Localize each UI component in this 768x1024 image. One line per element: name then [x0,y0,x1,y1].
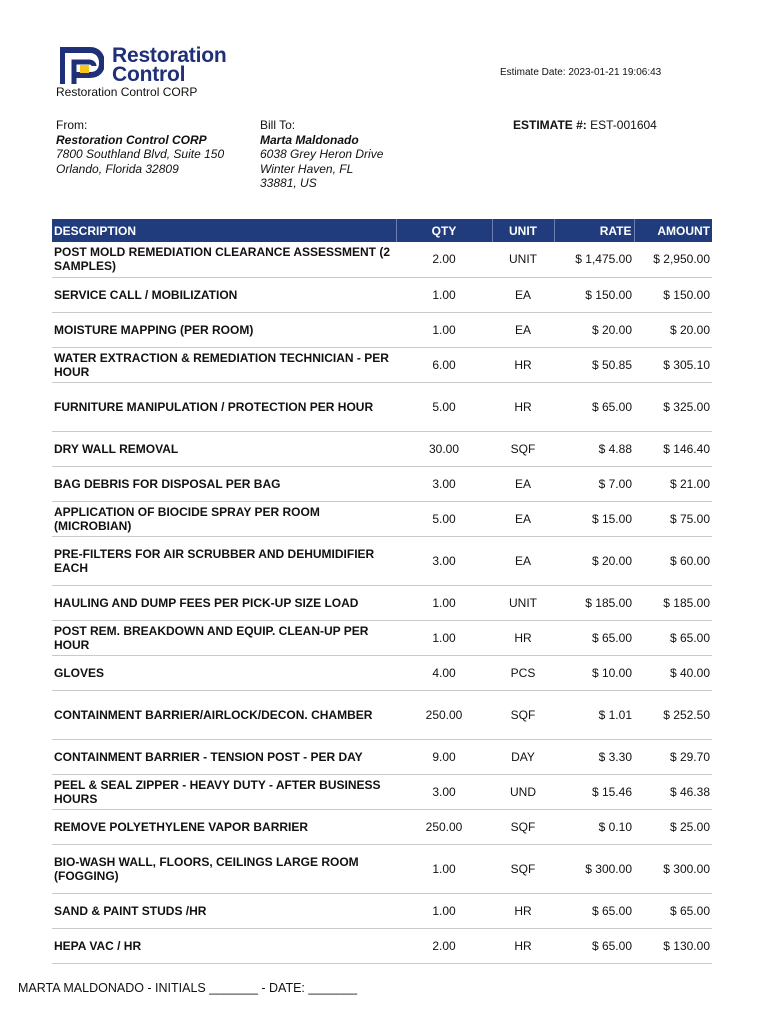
row-unit: HR [492,893,554,928]
row-amount: $ 25.00 [634,809,712,844]
header-qty: QTY [396,219,492,242]
table-row [52,382,712,431]
row-description: FURNITURE MANIPULATION / PROTECTION PER HOUR [52,382,396,431]
row-rate: $ 150.00 [554,277,634,312]
table-row [52,893,712,928]
row-amount: $ 185.00 [634,585,712,620]
bill-to-address-line3: 33881, US [260,176,317,190]
row-unit: SQF [492,809,554,844]
table-row [52,277,712,312]
row-qty: 250.00 [396,809,492,844]
row-amount: $ 252.50 [634,690,712,739]
line-items-table [52,219,712,964]
row-description: HEPA VAC / HR [52,928,396,963]
row-rate: $ 0.10 [554,809,634,844]
header-description: DESCRIPTION [52,219,396,242]
row-amount: $ 146.40 [634,431,712,466]
from-name: Restoration Control CORP [56,132,207,147]
row-description: HAULING AND DUMP FEES PER PICK-UP SIZE LOAD [52,585,396,620]
from-address-line2: Orlando, Florida 32809 [56,161,179,176]
table-row [52,312,712,347]
row-amount: $ 40.00 [634,655,712,690]
header-rate: RATE [554,219,634,242]
row-rate: $ 1.01 [554,690,634,739]
row-description: POST MOLD REMEDIATION CLEARANCE ASSESSMENT (2 SAMPLES) [52,242,396,277]
row-amount: $ 150.00 [634,277,712,312]
row-unit: PCS [492,655,554,690]
row-qty: 1.00 [396,893,492,928]
row-qty: 9.00 [396,739,492,774]
row-description: SERVICE CALL / MOBILIZATION [52,277,396,312]
row-qty: 2.00 [396,928,492,963]
row-amount: $ 130.00 [634,928,712,963]
row-description: WATER EXTRACTION & REMEDIATION TECHNICIAN - PER HOUR [52,347,396,382]
row-description: CONTAINMENT BARRIER/AIRLOCK/DECON. CHAMBER [52,690,396,739]
row-rate: $ 10.00 [554,655,634,690]
row-amount: $ 60.00 [634,536,712,585]
company-name: Restoration Control CORP [56,85,198,99]
row-description: DRY WALL REMOVAL [52,431,396,466]
row-unit: SQF [492,844,554,893]
row-qty: 1.00 [396,620,492,655]
row-amount: $ 65.00 [634,893,712,928]
table-row [52,585,712,620]
row-rate: $ 50.85 [554,347,634,382]
row-description: MOISTURE MAPPING (PER ROOM) [52,312,396,347]
row-unit: SQF [492,431,554,466]
row-unit: HR [492,347,554,382]
row-rate: $ 65.00 [554,620,634,655]
company-logo [60,44,250,88]
logo-text-line2: Control [112,63,186,86]
row-amount: $ 2,950.00 [634,242,712,277]
table-row [52,466,712,501]
bill-to-address-line1: 6038 Grey Heron Drive [260,147,384,161]
table-row [52,809,712,844]
row-qty: 5.00 [396,501,492,536]
header-amount: AMOUNT [634,219,712,242]
row-unit: SQF [492,690,554,739]
row-description: REMOVE POLYETHYLENE VAPOR BARRIER [52,809,396,844]
table-row [52,690,712,739]
row-amount: $ 325.00 [634,382,712,431]
row-rate: $ 1,475.00 [554,242,634,277]
row-unit: EA [492,501,554,536]
row-rate: $ 7.00 [554,466,634,501]
row-qty: 250.00 [396,690,492,739]
header-unit: UNIT [492,219,554,242]
row-qty: 1.00 [396,844,492,893]
table-header-row [52,219,712,242]
row-amount: $ 20.00 [634,312,712,347]
from-block [56,118,224,176]
row-unit: EA [492,277,554,312]
row-unit: EA [492,312,554,347]
row-unit: HR [492,928,554,963]
logo-mark-icon [60,46,104,86]
estimate-date-value: 2023-01-21 19:06:43 [568,67,662,78]
row-rate: $ 65.00 [554,382,634,431]
table-row [52,844,712,893]
table-row [52,928,712,963]
table-row [52,739,712,774]
from-label: From: [56,118,88,132]
table-row [52,501,712,536]
row-qty: 1.00 [396,312,492,347]
row-rate: $ 20.00 [554,536,634,585]
row-qty: 1.00 [396,585,492,620]
row-amount: $ 46.38 [634,774,712,809]
row-amount: $ 21.00 [634,466,712,501]
row-unit: EA [492,466,554,501]
bill-to-name: Marta Maldonado [260,132,359,147]
row-rate: $ 20.00 [554,312,634,347]
row-rate: $ 65.00 [554,893,634,928]
row-qty: 2.00 [396,242,492,277]
row-qty: 1.00 [396,277,492,312]
table-row [52,774,712,809]
row-qty: 30.00 [396,431,492,466]
row-unit: HR [492,620,554,655]
row-qty: 3.00 [396,774,492,809]
row-rate: $ 4.88 [554,431,634,466]
row-amount: $ 65.00 [634,620,712,655]
table-row [52,655,712,690]
row-description: SAND & PAINT STUDS /HR [52,893,396,928]
row-description: GLOVES [52,655,396,690]
row-amount: $ 305.10 [634,347,712,382]
row-description: POST REM. BREAKDOWN AND EQUIP. CLEAN-UP PER HOUR [52,620,396,655]
logo-text-line1: Restoration [112,44,227,67]
table-row [52,536,712,585]
row-description: PRE-FILTERS FOR AIR SCRUBBER AND DEHUMIDIFIER EACH [52,536,396,585]
estimate-date-label: Estimate Date: [500,67,566,78]
estimate-date [500,67,661,78]
row-description: BIO-WASH WALL, FLOORS, CEILINGS LARGE ROOM (FOGGING) [52,844,396,893]
row-unit: HR [492,382,554,431]
row-unit: UNIT [492,585,554,620]
bill-to-block [260,118,383,191]
row-unit: DAY [492,739,554,774]
row-rate: $ 3.30 [554,739,634,774]
row-description: BAG DEBRIS FOR DISPOSAL PER BAG [52,466,396,501]
row-amount: $ 29.70 [634,739,712,774]
bill-to-address-line2: Winter Haven, FL [260,161,354,176]
row-unit: EA [492,536,554,585]
client-initials-line: MARTA MALDONADO - INITIALS _______ - DATE: _______ [18,981,358,995]
row-qty: 5.00 [396,382,492,431]
estimate-number-value: EST-001604 [590,118,657,132]
table-row [52,620,712,655]
estimate-number-label: ESTIMATE #: [513,118,587,132]
table-row [52,242,712,277]
row-description: CONTAINMENT BARRIER - TENSION POST - PER DAY [52,739,396,774]
row-rate: $ 15.00 [554,501,634,536]
row-qty: 3.00 [396,466,492,501]
row-rate: $ 185.00 [554,585,634,620]
estimate-number [513,118,657,132]
row-rate: $ 15.46 [554,774,634,809]
row-qty: 4.00 [396,655,492,690]
row-description: APPLICATION OF BIOCIDE SPRAY PER ROOM (MICROBIAN) [52,501,396,536]
row-rate: $ 65.00 [554,928,634,963]
row-rate: $ 300.00 [554,844,634,893]
table-row [52,347,712,382]
row-qty: 6.00 [396,347,492,382]
bill-to-label: Bill To: [260,118,296,132]
row-unit: UND [492,774,554,809]
row-unit: UNIT [492,242,554,277]
row-qty: 3.00 [396,536,492,585]
from-address-line1: 7800 Southland Blvd, Suite 150 [56,147,225,161]
row-amount: $ 75.00 [634,501,712,536]
row-amount: $ 300.00 [634,844,712,893]
row-description: PEEL & SEAL ZIPPER - HEAVY DUTY - AFTER BUSINESS HOURS [52,774,396,809]
table-row [52,431,712,466]
